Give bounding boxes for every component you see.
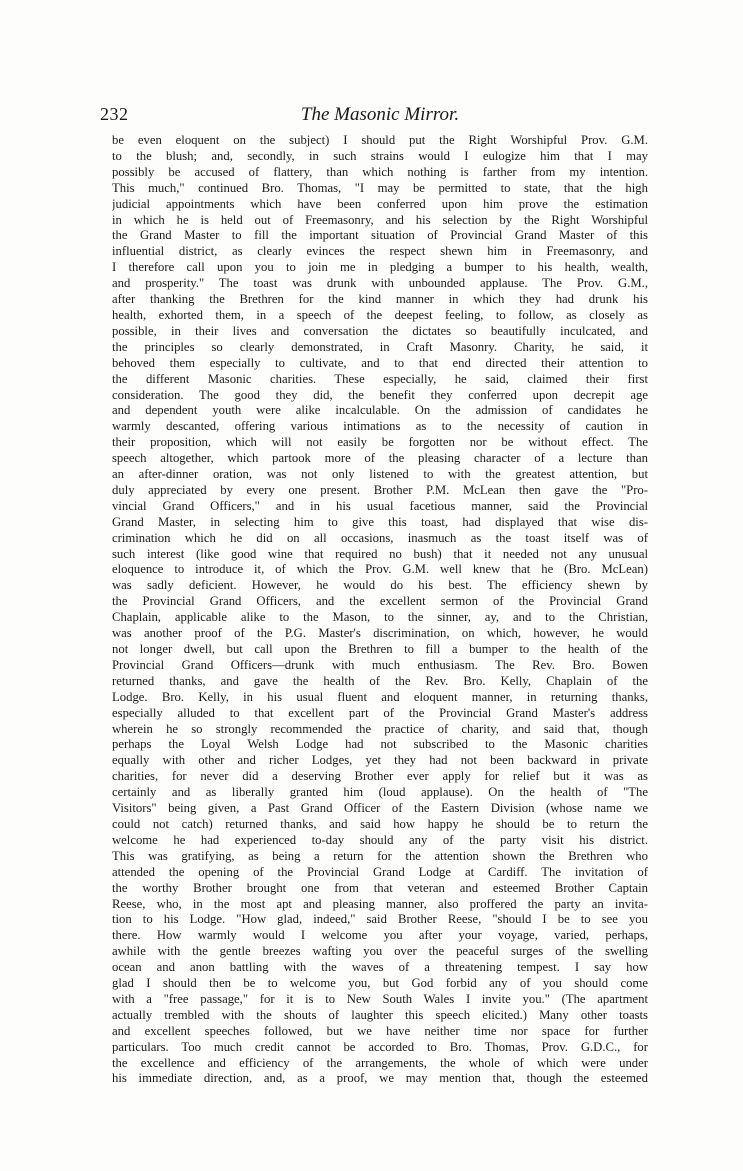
text-line: the worthy Brother brought one from that veteran and esteemed Brother Captain <box>112 880 648 895</box>
text-line: ocean and anon battling with the waves of a threatening tempest. I say how <box>112 960 648 975</box>
text-line: was sadly deficient. However, he would do his best. The efficiency shewn by <box>112 578 648 593</box>
text-line: possible, in their lives and conversation the dictates so beautifully inculcated, and <box>112 323 648 338</box>
text-line: judicial appointments which have been conferred upon him prove the estimation <box>112 196 648 211</box>
text-line: especially alluded to that excellent part of the Provincial Grand Master's address <box>112 705 648 720</box>
page-number: 232 <box>100 104 129 124</box>
text-line: possibly be accused of flattery, than which nothing is farther from my intention. <box>112 164 648 179</box>
text-line: speech altogether, which partook more of the pleasing character of a lecture than <box>112 451 648 466</box>
text-line: Lodge. Bro. Kelly, in his usual fluent and eloquent manner, in returning thanks, <box>112 689 648 704</box>
text-line: crimination which he did on all occasions, inasmuch as the toast itself was of <box>112 530 648 545</box>
text-line: their proposition, which will not easily be forgotten nor be without effect. The <box>112 435 648 450</box>
text-line: be even eloquent on the subject) I should put the Right Worshipful Prov. G.M. <box>112 133 648 147</box>
text-line: health, exhorted them, in a speech of the deepest feeling, to follow, as closely as <box>112 307 648 322</box>
running-title: The Masonic Mirror. <box>300 104 460 125</box>
text-line: the principles so clearly demonstrated, in Craft Masonry. Charity, he said, it <box>112 339 648 354</box>
page-header <box>100 104 660 130</box>
text-line: Chaplain, applicable alike to the Mason, to the sinner, ay, and to the Christian, <box>112 610 648 625</box>
text-line: certainly and as liberally granted him (loud applause). On the health of "The <box>112 785 648 800</box>
text-line: awhile with the gentle breezes wafting you over the peaceful surges of the swelling <box>112 944 648 959</box>
text-line: such interest (like good wine that required no bush) that it needed not any unusual <box>112 546 648 561</box>
text-line: the Grand Master to fill the important situation of Provincial Grand Master of this <box>112 228 648 243</box>
text-line: actually trembled with the shouts of laughter this speech elicited.) Many other toasts <box>112 1007 648 1022</box>
text-line: Grand Master, in selecting him to give this toast, had displayed that wise dis- <box>112 514 648 529</box>
text-line: after thanking the Brethren for the kind manner in which they had drunk his <box>112 292 648 307</box>
text-line: duly appreciated by every one present. Brother P.M. McLean then gave the "Pro- <box>112 482 648 497</box>
text-line: and prosperity." The toast was drunk with unbounded applause. The Prov. G.M., <box>112 276 648 291</box>
text-line: This was gratifying, as being a return for the attention shown the Brethren who <box>112 848 648 863</box>
text-line: to the blush; and, secondly, in such strains would I eulogize him that I may <box>112 148 648 163</box>
text-line: This much," continued Bro. Thomas, "I may be permitted to state, that the high <box>112 180 648 195</box>
text-line: welcome he had experienced to-day should any of the party visit his district. <box>112 832 648 847</box>
text-line: could not catch) returned thanks, and said how happy he should be to return the <box>112 816 648 831</box>
text-line: wherein he so strongly recommended the practice of charity, and said that, though <box>112 721 648 736</box>
text-line: Visitors" being given, a Past Grand Officer of the Eastern Division (whose name we <box>112 801 648 816</box>
text-line: an after-dinner oration, was not only listened to with the greatest attention, but <box>112 467 648 482</box>
text-line: was another proof of the P.G. Master's discrimination, on which, however, he would <box>112 626 648 641</box>
text-line: Provincial Grand Officers—drunk with much enthusiasm. The Rev. Bro. Bowen <box>112 657 648 672</box>
text-line: in which he is held out of Freemasonry, and his selection by the Right Worshipful <box>112 212 648 227</box>
text-line: the different Masonic charities. These especially, he said, claimed their first <box>112 371 648 386</box>
text-line: not longer dwell, but call upon the Brethren to fill a bumper to the health of the <box>112 642 648 656</box>
text-line: perhaps the Loyal Welsh Lodge had not subscribed to the Masonic charities <box>112 737 648 752</box>
text-line: his immediate direction, and, as a proof, we may mention that, though the esteemed <box>112 1071 648 1086</box>
text-line: tion to his Lodge. "How glad, indeed," said Brother Reese, "should I be to see you <box>112 912 648 927</box>
text-line: returned thanks, and gave the health of the Rev. Bro. Kelly, Chaplain of the <box>112 673 648 688</box>
text-line: the excellence and efficiency of the arrangements, the whole of which were under <box>112 1055 648 1070</box>
article-body <box>112 133 648 1087</box>
text-line: equally with other and richer Lodges, yet they had not been backward in private <box>112 753 648 768</box>
text-line: vincial Grand Officers," and in his usual facetious manner, said the Provincial <box>112 498 648 513</box>
text-line: with a "free passage," for it is to New South Wales I invite you." (The apartment <box>112 991 648 1006</box>
text-line: I therefore call upon you to join me in pledging a bumper to his health, wealth, <box>112 260 648 275</box>
text-line: and dependent youth were alike incalculable. On the admission of candidates he <box>112 403 648 418</box>
text-line: eloquence to introduce it, of which the Prov. G.M. well knew that he (Bro. McLean) <box>112 562 648 577</box>
text-line: warmly descanted, offering various intimations as to the necessity of caution in <box>112 419 648 434</box>
text-line: charities, for never did a deserving Brother ever apply for relief but it was as <box>112 769 648 784</box>
text-line: influential district, as clearly evinces the respect shewn him in Freemasonry, and <box>112 244 648 259</box>
text-line: there. How warmly would I welcome you after your voyage, varied, perhaps, <box>112 928 648 943</box>
text-line: particulars. Too much credit cannot be accorded to Bro. Thomas, Prov. G.D.C., for <box>112 1039 648 1054</box>
text-line: the Provincial Grand Officers, and the excellent sermon of the Provincial Grand <box>112 594 648 609</box>
text-line: attended the opening of the Provincial Grand Lodge at Cardiff. The invitation of <box>112 864 648 879</box>
text-line: behoved them especially to cultivate, and to that end directed their attention to <box>112 355 648 370</box>
text-line: Reese, who, in the most apt and pleasing manner, also proffered the party an invita- <box>112 896 648 911</box>
text-line: and excellent speeches followed, but we have neither time nor space for further <box>112 1023 648 1038</box>
text-line: glad I should then be to welcome you, but God forbid any of you should come <box>112 976 648 991</box>
text-line: consideration. The good they did, the benefit they conferred upon decrepit age <box>112 387 648 402</box>
